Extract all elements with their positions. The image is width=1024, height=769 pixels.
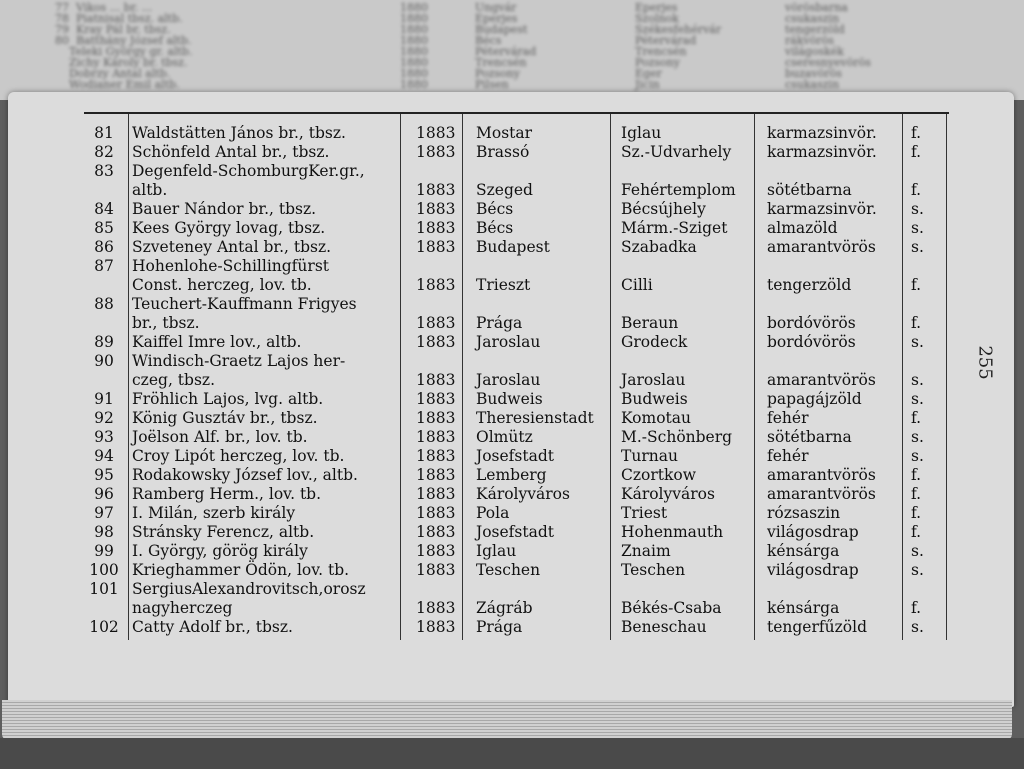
year: 1883 xyxy=(416,390,456,408)
table-row xyxy=(84,219,949,238)
table-row xyxy=(84,485,949,504)
gender: f. xyxy=(911,485,922,503)
row-number: 92 xyxy=(94,409,114,427)
year: 1883 xyxy=(416,618,456,636)
row-number: 87 xyxy=(94,257,114,275)
birthplace: Prága xyxy=(476,314,523,332)
table-row xyxy=(84,200,949,219)
year: 1883 xyxy=(416,181,456,199)
gender: f. xyxy=(911,599,922,617)
person-name: Ramberg Herm., lov. tb. xyxy=(132,485,322,503)
year: 1883 xyxy=(416,428,456,446)
residence: Károlyváros xyxy=(621,485,715,503)
color: fehér xyxy=(767,409,809,427)
gender: s. xyxy=(911,238,924,256)
person-name: Joëlson Alf. br., lov. tb. xyxy=(132,428,308,446)
row-number: 86 xyxy=(94,238,114,256)
previous-page-blurred-text: 77 Vikos ... br. ... 78 Piatnisal tbsz. altb. 79 Kray Pál br. tbsz. 80 Batthány József altb. Teleki György gr. altb. Zichy Károly br. tbsz. Dobrzy Antal altb. Wodianer Emil altb. 1880 1880 1880 1880 1880 1880 1880 1880 Ungvár Eperjes Budapest Bécs Pétervárad Trencsén Pozsony Pilsen Eperjes Szolnok Székesfehérvár Pétervárad Trencsén Pozsony Eger Jicin vörösbarna csukaszin tengerzöld rákvörös világoskék cseresnyevörös buzavörös csukaszin xyxy=(55,1,871,91)
year: 1883 xyxy=(416,599,456,617)
residence: Grodeck xyxy=(621,333,688,351)
color: amarantvörös xyxy=(767,485,876,503)
table-row xyxy=(84,276,949,295)
gender: f. xyxy=(911,466,922,484)
year: 1883 xyxy=(416,485,456,503)
color: karmazsinvör. xyxy=(767,200,877,218)
year: 1883 xyxy=(416,238,456,256)
residence: Teschen xyxy=(621,561,686,579)
birthplace: Bécs xyxy=(476,219,514,237)
year: 1883 xyxy=(416,542,456,560)
person-name: Catty Adolf br., tbsz. xyxy=(132,618,293,636)
color: kénsárga xyxy=(767,542,840,560)
row-number: 101 xyxy=(89,580,119,598)
residence: Beraun xyxy=(621,314,679,332)
birthplace: Bécs xyxy=(476,200,514,218)
residence: Turnau xyxy=(621,447,678,465)
birthplace: Brassó xyxy=(476,143,530,161)
residence: Cilli xyxy=(621,276,653,294)
table-row xyxy=(84,504,949,523)
gender: s. xyxy=(911,390,924,408)
table-row xyxy=(84,599,949,618)
gender: f. xyxy=(911,409,922,427)
table-row xyxy=(84,371,949,390)
table-row xyxy=(84,618,949,637)
gender: f. xyxy=(911,276,922,294)
birthplace: Mostar xyxy=(476,124,533,142)
person-name: nagyherczeg xyxy=(132,599,233,617)
birthplace: Jaroslau xyxy=(476,333,541,351)
row-number: 90 xyxy=(94,352,114,370)
person-name: I. György, görög király xyxy=(132,542,308,560)
year: 1883 xyxy=(416,143,456,161)
color: papagájzöld xyxy=(767,390,862,408)
birthplace: Budweis xyxy=(476,390,543,408)
register-table xyxy=(84,112,949,640)
birthplace: Szeged xyxy=(476,181,533,199)
year: 1883 xyxy=(416,409,456,427)
year: 1883 xyxy=(416,466,456,484)
table-row xyxy=(84,390,949,409)
row-number: 97 xyxy=(94,504,114,522)
person-name: Waldstätten János br., tbsz. xyxy=(132,124,346,142)
person-name: König Gusztáv br., tbsz. xyxy=(132,409,318,427)
residence: Márm.-Sziget xyxy=(621,219,728,237)
table-row xyxy=(84,143,949,162)
person-name: Kees György lovag, tbsz. xyxy=(132,219,326,237)
year: 1883 xyxy=(416,333,456,351)
person-name: Bauer Nándor br., tbsz. xyxy=(132,200,317,218)
color: amarantvörös xyxy=(767,371,876,389)
person-name: Fröhlich Lajos, lvg. altb. xyxy=(132,390,324,408)
row-number: 91 xyxy=(94,390,114,408)
gender: f. xyxy=(911,181,922,199)
residence: Sz.-Udvarhely xyxy=(621,143,732,161)
birthplace: Josefstadt xyxy=(476,523,554,541)
gender: f. xyxy=(911,124,922,142)
color: világosdrap xyxy=(767,561,859,579)
birthplace: Jaroslau xyxy=(476,371,541,389)
color: rózsaszin xyxy=(767,504,841,522)
table-row xyxy=(84,257,949,276)
color: tengerfűzöld xyxy=(767,618,867,636)
residence: Beneschau xyxy=(621,618,707,636)
person-name: Const. herczeg, lov. tb. xyxy=(132,276,312,294)
gender: s. xyxy=(911,447,924,465)
previous-page xyxy=(0,0,1024,100)
year: 1883 xyxy=(416,504,456,522)
color: karmazsinvör. xyxy=(767,143,877,161)
gender: f. xyxy=(911,523,922,541)
color: amarantvörös xyxy=(767,466,876,484)
person-name: Szveteney Antal br., tbsz. xyxy=(132,238,332,256)
row-number: 98 xyxy=(94,523,114,541)
birthplace: Josefstadt xyxy=(476,447,554,465)
year: 1883 xyxy=(416,371,456,389)
table-row xyxy=(84,295,949,314)
page-number: 255 xyxy=(974,345,996,380)
color: kénsárga xyxy=(767,599,840,617)
residence: Szabadka xyxy=(621,238,697,256)
table-top-rule xyxy=(84,112,949,114)
birthplace: Teschen xyxy=(476,561,541,579)
person-name: Rodakowsky József lov., altb. xyxy=(132,466,358,484)
row-number: 82 xyxy=(94,143,114,161)
table-row xyxy=(84,238,949,257)
color: bordóvörös xyxy=(767,333,856,351)
table-row xyxy=(84,580,949,599)
table-row xyxy=(84,561,949,580)
row-number: 89 xyxy=(94,333,114,351)
person-name: Teuchert-Kauffmann Frigyes xyxy=(132,295,357,313)
row-number: 95 xyxy=(94,466,114,484)
birthplace: Trieszt xyxy=(476,276,531,294)
residence: Budweis xyxy=(621,390,688,408)
gender: s. xyxy=(911,333,924,351)
person-name: Croy Lipót herczeg, lov. tb. xyxy=(132,447,345,465)
row-number: 94 xyxy=(94,447,114,465)
gender: f. xyxy=(911,504,922,522)
row-number: 102 xyxy=(89,618,119,636)
residence: Fehértemplom xyxy=(621,181,736,199)
residence: Iglau xyxy=(621,124,662,142)
table-row xyxy=(84,162,949,181)
row-number: 96 xyxy=(94,485,114,503)
birthplace: Iglau xyxy=(476,542,517,560)
year: 1883 xyxy=(416,276,456,294)
gender: s. xyxy=(911,371,924,389)
birthplace: Prága xyxy=(476,618,523,636)
year: 1883 xyxy=(416,561,456,579)
gender: s. xyxy=(911,618,924,636)
table-row xyxy=(84,428,949,447)
table-row xyxy=(84,314,949,333)
row-number: 100 xyxy=(89,561,119,579)
person-name: Krieghammer Ödön, lov. tb. xyxy=(132,561,350,579)
year: 1883 xyxy=(416,124,456,142)
row-number: 85 xyxy=(94,219,114,237)
residence: Hohenmauth xyxy=(621,523,724,541)
birthplace: Pola xyxy=(476,504,510,522)
person-name: Windisch-Graetz Lajos her- xyxy=(132,352,346,370)
person-name: Hohenlohe-Schillingfürst xyxy=(132,257,329,275)
table-row xyxy=(84,523,949,542)
year: 1883 xyxy=(416,523,456,541)
person-name: SergiusAlexandrovitsch,orosz xyxy=(132,580,366,598)
person-name: Kaiffel Imre lov., altb. xyxy=(132,333,302,351)
row-number: 99 xyxy=(94,542,114,560)
row-number: 88 xyxy=(94,295,114,313)
color: amarantvörös xyxy=(767,238,876,256)
residence: Jaroslau xyxy=(621,371,686,389)
row-number: 84 xyxy=(94,200,114,218)
gender: s. xyxy=(911,219,924,237)
residence: M.-Schönberg xyxy=(621,428,733,446)
table-row xyxy=(84,409,949,428)
birthplace: Károlyváros xyxy=(476,485,570,503)
residence: Bécsújhely xyxy=(621,200,706,218)
row-number: 81 xyxy=(94,124,114,142)
birthplace: Budapest xyxy=(476,238,550,256)
gender: s. xyxy=(911,561,924,579)
gender: s. xyxy=(911,200,924,218)
birthplace: Zágráb xyxy=(476,599,533,617)
birthplace: Theresienstadt xyxy=(476,409,594,427)
gender: s. xyxy=(911,542,924,560)
color: tengerzöld xyxy=(767,276,852,294)
color: világosdrap xyxy=(767,523,859,541)
color: sötétbarna xyxy=(767,181,852,199)
color: fehér xyxy=(767,447,809,465)
color: almazöld xyxy=(767,219,838,237)
year: 1883 xyxy=(416,314,456,332)
residence: Komotau xyxy=(621,409,691,427)
gender: f. xyxy=(911,314,922,332)
color: sötétbarna xyxy=(767,428,852,446)
table-row xyxy=(84,542,949,561)
birthplace: Olmütz xyxy=(476,428,533,446)
residence: Triest xyxy=(621,504,668,522)
year: 1883 xyxy=(416,447,456,465)
row-number: 83 xyxy=(94,162,114,180)
person-name: altb. xyxy=(132,181,168,199)
book-cover xyxy=(0,738,1024,769)
color: karmazsinvör. xyxy=(767,124,877,142)
table-row xyxy=(84,124,949,143)
year: 1883 xyxy=(416,219,456,237)
person-name: br., tbsz. xyxy=(132,314,200,332)
color: bordóvörös xyxy=(767,314,856,332)
birthplace: Lemberg xyxy=(476,466,547,484)
person-name: Schönfeld Antal br., tbsz. xyxy=(132,143,330,161)
table-row xyxy=(84,333,949,352)
person-name: Degenfeld-SchomburgKer.gr., xyxy=(132,162,365,180)
table-row xyxy=(84,466,949,485)
table-row xyxy=(84,181,949,200)
table-row xyxy=(84,447,949,466)
year: 1883 xyxy=(416,200,456,218)
row-number: 93 xyxy=(94,428,114,446)
person-name: I. Milán, szerb király xyxy=(132,504,296,522)
page-edges xyxy=(2,700,1012,740)
residence: Znaim xyxy=(621,542,671,560)
residence: Békés-Csaba xyxy=(621,599,722,617)
table-row xyxy=(84,352,949,371)
person-name: czeg, tbsz. xyxy=(132,371,215,389)
person-name: Stránsky Ferencz, altb. xyxy=(132,523,315,541)
residence: Czortkow xyxy=(621,466,696,484)
gender: s. xyxy=(911,428,924,446)
gender: f. xyxy=(911,143,922,161)
